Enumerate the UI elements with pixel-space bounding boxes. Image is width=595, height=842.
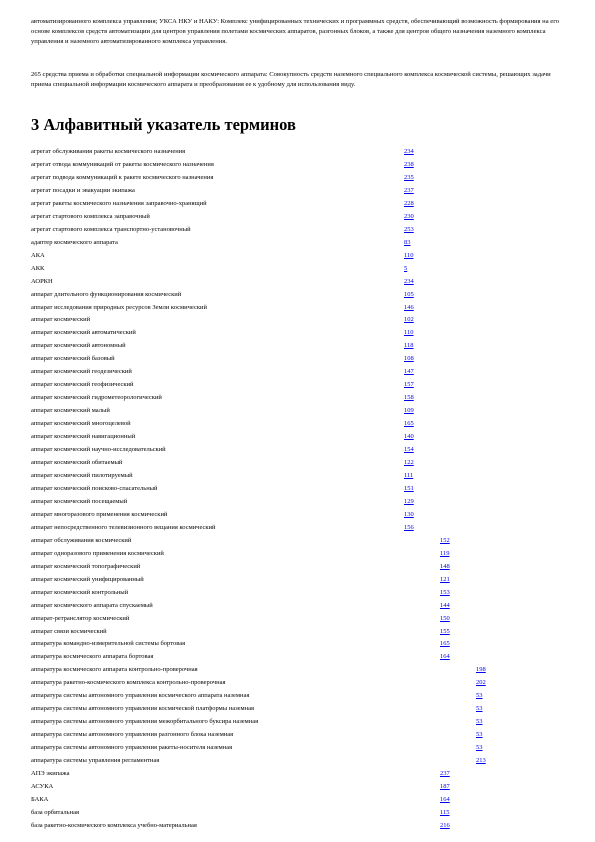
index-page-link[interactable]: 115	[440, 808, 450, 816]
index-entry	[31, 574, 571, 585]
index-page-link[interactable]: 202	[476, 679, 486, 687]
index-entry	[31, 626, 571, 637]
index-term: АСУКА	[31, 783, 54, 791]
index-entry	[31, 237, 571, 248]
index-term: агрегат ракеты космического назначения заправочно-хранящий	[31, 199, 207, 207]
index-page-link[interactable]: 53	[476, 731, 483, 739]
index-page-link[interactable]: 111	[404, 472, 414, 479]
index-entry	[31, 198, 571, 209]
index-page-link[interactable]: 158	[404, 394, 414, 402]
index-entry	[31, 613, 571, 624]
index-entry	[31, 522, 571, 533]
index-term: аппарат космический гидрометеорологический	[31, 394, 162, 402]
index-page-link[interactable]: 238	[404, 160, 414, 168]
index-term: аппарат космический обитаемый	[31, 459, 123, 467]
index-entry	[31, 755, 571, 766]
index-term: агрегат обслуживания ракеты космического назначения	[31, 148, 186, 155]
index-entry	[31, 677, 571, 688]
index-term: аппарат космического аппарата спускаемый	[31, 601, 153, 609]
index-entry	[31, 742, 571, 753]
index-term: аппарат космический автоматический	[31, 329, 136, 337]
index-entry	[31, 548, 571, 559]
index-term: аппарат космический топографический	[31, 562, 141, 570]
index-term: аппарат космический базовый	[31, 355, 115, 363]
index-page-link[interactable]: 151	[404, 484, 414, 492]
index-term: аппарат связи космический	[31, 627, 107, 635]
index-term: аппарат космический многоцелевой	[31, 420, 131, 428]
index-entry	[31, 807, 571, 818]
index-page-link[interactable]: 53	[476, 718, 483, 726]
index-term: агрегат стартового комплекса заправочный	[31, 212, 150, 220]
index-term: аппарат космический поисково-спасательный	[31, 484, 158, 492]
index-page-link[interactable]: 140	[404, 433, 414, 441]
index-page-link[interactable]: 146	[404, 303, 414, 311]
index-entry	[31, 263, 571, 274]
index-entry	[31, 651, 571, 662]
index-term: БАКА	[31, 796, 49, 803]
intro-paragraph-1: автоматизированного комплекса управления; УКСА НКУ и НАКУ: Комплекс унифицированных технических и программных средств, обеспечивающий возможность формирования на его основе комплексов средств автоматизации для центров управления полетами космических аппаратов, разгонных блоков, а также для центров общего назначения наземного комплекса управления и наземного автоматизированного комплекса управления.	[31, 18, 560, 45]
index-entry	[31, 211, 571, 222]
index-term: база орбитальная	[31, 808, 79, 816]
index-term: аппарат обслуживания космический	[31, 536, 132, 544]
index-term: аппаратура системы автономного управления космического аппарата наземная	[31, 692, 250, 700]
index-page-link[interactable]: 105	[404, 290, 414, 298]
index-page-link[interactable]: 129	[404, 497, 414, 505]
index-entry	[31, 289, 571, 300]
index-term: агрегат подвода коммуникаций к ракете космического назначения	[31, 173, 214, 181]
index-page-link[interactable]: 234	[404, 148, 414, 155]
index-entry	[31, 444, 571, 455]
index-entry	[31, 483, 571, 494]
index-page-link[interactable]: 187	[440, 783, 450, 791]
index-entry	[31, 353, 571, 364]
index-page-link[interactable]: 154	[404, 446, 414, 454]
index-page-link[interactable]: 234	[404, 277, 414, 285]
index-term: аппарат космический контрольный	[31, 588, 129, 596]
index-term: аппарат космический геофизический	[31, 381, 134, 389]
index-entry	[31, 314, 571, 325]
index-entry	[31, 664, 571, 675]
index-page-link[interactable]: 152	[440, 536, 450, 544]
index-entry	[31, 418, 571, 429]
index-term: АКК	[31, 264, 45, 272]
index-page-link[interactable]: 213	[476, 757, 486, 765]
index-page-link[interactable]: 83	[404, 238, 411, 246]
index-page-link[interactable]: 153	[440, 588, 450, 596]
index-page-link[interactable]: 230	[404, 212, 414, 220]
index-page-link[interactable]: 235	[404, 173, 414, 181]
index-page-link[interactable]: 109	[404, 407, 414, 415]
index-term: аппарат одноразового применения космический	[31, 549, 164, 557]
index-term: аппарат-ретранслятор космический	[31, 614, 130, 622]
index-term: аппарат космический научно-исследовательский	[31, 446, 166, 454]
index-term: аппаратура системы управления регламентная	[31, 757, 160, 765]
index-entry	[31, 587, 571, 598]
index-term: база ракетно-космического комплекса учебно-материальная	[31, 821, 197, 829]
index-page-link[interactable]: 53	[476, 744, 483, 752]
index-entry	[31, 703, 571, 714]
index-page-link[interactable]: 155	[440, 627, 450, 635]
index-entry	[31, 224, 571, 235]
index-entry	[31, 276, 571, 287]
index-entry	[31, 690, 571, 701]
index-entry	[31, 302, 571, 313]
index-term: АПЭ экипажа	[31, 770, 70, 778]
index-page-link[interactable]: 119	[440, 549, 450, 557]
index-entry	[31, 379, 571, 390]
index-term: аппарат исследования природных ресурсов Земли космический	[31, 303, 207, 311]
index-page-link[interactable]: 156	[404, 523, 414, 531]
index-page-link[interactable]: 237	[404, 186, 414, 194]
index-page-link[interactable]: 144	[440, 601, 450, 609]
index-page-link[interactable]: 157	[404, 381, 414, 389]
index-page-link[interactable]: 110	[404, 251, 414, 259]
section-heading: 3 Алфавитный указатель терминов	[31, 115, 296, 134]
index-term: аппарат многоразового применения космический	[31, 510, 168, 518]
index-term: аппарат космический унифицированный	[31, 575, 144, 583]
index-term: аппаратура космического аппарата бортовая	[31, 653, 154, 661]
index-term: агрегат посадки и эвакуации экипажа	[31, 186, 135, 194]
index-entry	[31, 509, 571, 520]
index-entry	[31, 159, 571, 170]
index-page-link[interactable]: 118	[404, 342, 414, 350]
index-term: аппарат космический геодезический	[31, 368, 132, 376]
index-entry	[31, 470, 571, 481]
index-page-link[interactable]: 216	[440, 821, 450, 829]
index-page-link[interactable]: 165	[440, 640, 450, 648]
index-term: аппарат космический	[31, 316, 91, 324]
index-term: аппарат космический малый	[31, 407, 110, 415]
index-entry	[31, 820, 571, 831]
index-page-link[interactable]: 108	[404, 355, 414, 363]
index-entry	[31, 340, 571, 351]
index-entry	[31, 768, 571, 779]
index-page-link[interactable]: 148	[440, 562, 450, 570]
index-page-link[interactable]: 237	[440, 770, 450, 778]
index-entry	[31, 638, 571, 649]
index-page-link[interactable]: 165	[404, 420, 414, 428]
index-page-link[interactable]: 164	[440, 653, 450, 661]
index-entry	[31, 366, 571, 377]
index-term: аппарат космический автономный	[31, 342, 126, 350]
index-entry	[31, 172, 571, 183]
index-term: аппарат длительного функционирования космический	[31, 290, 182, 298]
index-entry	[31, 185, 571, 196]
index-entry	[31, 457, 571, 468]
index-page-link[interactable]: 253	[404, 225, 414, 233]
index-term: АКА	[31, 251, 45, 259]
index-term: аппаратура системы автономного управления межорбитального буксира наземная	[31, 718, 259, 726]
index-page-link[interactable]: 164	[440, 796, 450, 803]
index-term: аппарат космический посещаемый	[31, 497, 128, 505]
index-term: аппарат космический пилотируемый	[31, 472, 133, 479]
index-entry	[31, 250, 571, 261]
index-entry	[31, 600, 571, 611]
index-term: аппаратура системы автономного управления ракеты-носителя наземная	[31, 744, 233, 752]
index-page-link[interactable]: 122	[404, 459, 414, 467]
index-term: адаптер космического аппарата	[31, 238, 118, 246]
index-entry	[31, 535, 571, 546]
index-term: АОРКН	[31, 277, 53, 285]
index-term: аппаратура космического аппарата контрольно-проверочная	[31, 666, 198, 674]
index-page-link[interactable]: 228	[404, 199, 414, 207]
index-entry	[31, 561, 571, 572]
index-term: аппаратура командно-измерительной системы бортовая	[31, 640, 186, 648]
index-entry	[31, 405, 571, 416]
index-page-link[interactable]: 130	[404, 510, 414, 518]
index-term: аппаратура ракетно-космического комплекса контрольно-проверочная	[31, 679, 226, 687]
index-page-link[interactable]: 150	[440, 614, 450, 622]
intro-paragraph-2: 265 средства приема и обработки специальной информации космического аппарата: Совокупность средств наземного специального комплекса космической системы, решающих задачи приема специальной информации космического аппарата и преобразования ее к удобному для использования виду.	[31, 71, 551, 88]
index-term: аппарат непосредственного телевизионного вещания космический	[31, 523, 216, 531]
index-page-link[interactable]: 53	[476, 692, 483, 700]
index-entry	[31, 794, 571, 805]
index-page-link[interactable]: 5	[404, 264, 408, 272]
index-entry	[31, 146, 571, 157]
index-term: аппаратура системы автономного управления космической платформы наземная	[31, 705, 255, 713]
index-entry	[31, 431, 571, 442]
index-page-link[interactable]: 110	[404, 329, 414, 337]
index-entry	[31, 392, 571, 403]
index-page-link[interactable]: 53	[476, 705, 483, 713]
index-entry	[31, 781, 571, 792]
index-term: агрегат отвода коммуникаций от ракеты космического назначения	[31, 160, 214, 168]
index-page-link[interactable]: 102	[404, 316, 414, 324]
index-term: аппарат космический навигационный	[31, 433, 136, 441]
index-page-link[interactable]: 198	[476, 666, 486, 674]
index-entry	[31, 327, 571, 338]
index-entry	[31, 729, 571, 740]
index-term: агрегат стартового комплекса транспортно-установочный	[31, 225, 191, 233]
index-page-link[interactable]: 121	[440, 575, 450, 583]
index-entry	[31, 716, 571, 727]
index-page-link[interactable]: 147	[404, 368, 414, 376]
index-term: аппаратура системы автономного управления разгонного блока наземная	[31, 731, 234, 739]
index-entry	[31, 496, 571, 507]
